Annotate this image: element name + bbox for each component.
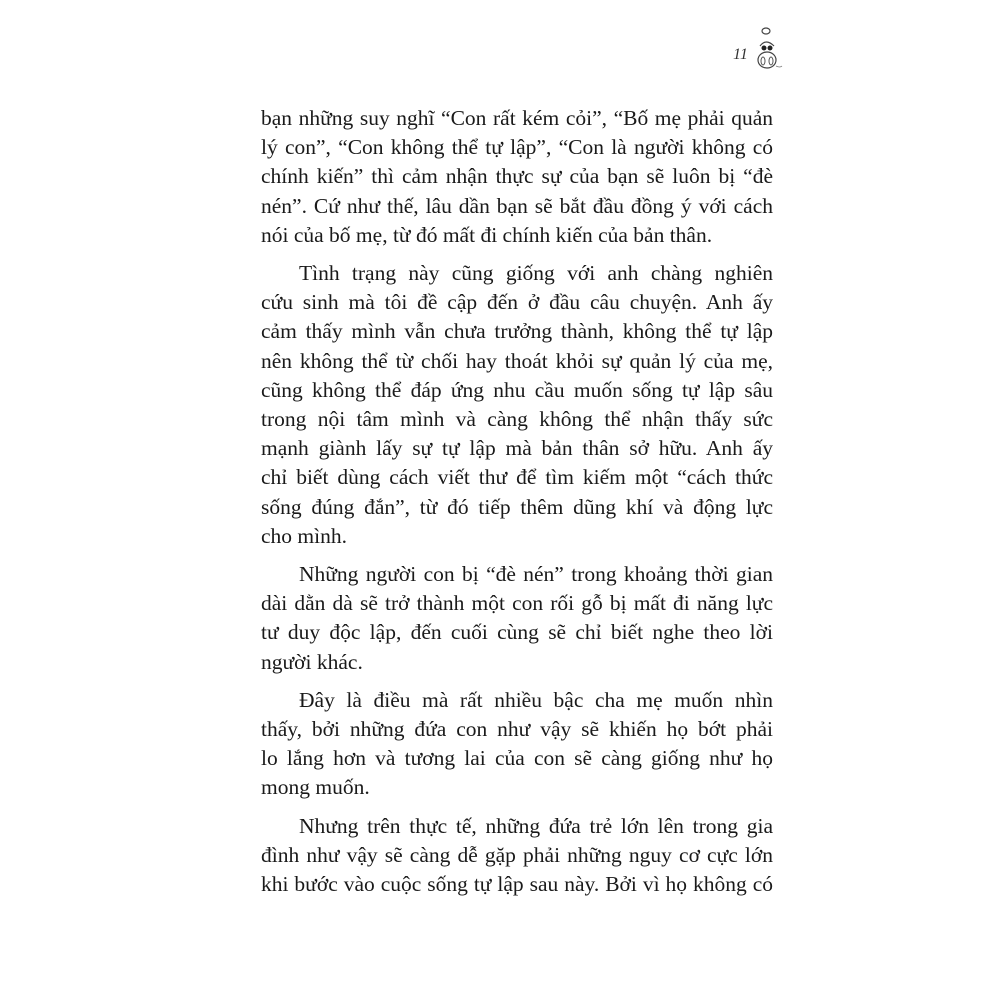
text-line: trong nội tâm mình và càng không thể nhận thấy sức <box>261 407 773 432</box>
cartoon-character-icon <box>748 26 788 74</box>
text-line: thấy, bởi những đứa con như vậy sẽ khiến họ bớt phải <box>261 717 773 742</box>
text-line: người khác. <box>261 649 363 674</box>
text-line: tư duy độc lập, đến cuối cùng sẽ chỉ biết nghe theo lời <box>261 620 773 645</box>
text-line: bạn những suy nghĩ “Con rất kém cỏi”, “Bố mẹ phải quản <box>261 106 773 130</box>
text-line: cũng không thể đáp ứng nhu cầu muốn sống tự lập sâu <box>261 377 773 402</box>
paragraph <box>261 686 773 803</box>
text-line: lo lắng hơn và tương lai của con sẽ càng giống như họ <box>261 746 773 771</box>
text-line: nên không thể từ chối hay thoát khỏi sự quản lý của mẹ, <box>261 348 773 373</box>
text-line: dài dằn dà sẽ trở thành một con rối gỗ bị mất đi năng lực <box>261 591 773 616</box>
paragraph <box>261 812 773 900</box>
text-line: mạnh giành lấy sự tự lập mà bản thân sở hữu. Anh ấy <box>261 436 773 461</box>
text-line: cảm thấy mình vẫn chưa trưởng thành, không thể tự lập <box>261 319 773 344</box>
text-line: chỉ biết dùng cách viết thư để tìm kiếm một “cách thức <box>261 465 773 490</box>
text-line: nói của bố mẹ, từ đó mất đi chính kiến của bản thân. <box>261 222 713 247</box>
paragraph <box>261 259 773 551</box>
text-line: nén”. Cứ như thế, lâu dần bạn sẽ bắt đầu đồng ý với cách <box>261 193 773 218</box>
text-line: cho mình. <box>261 523 347 548</box>
paragraph <box>261 104 773 250</box>
page-number: 11 <box>733 46 748 63</box>
text-line: đình như vậy sẽ càng dễ gặp phải những nguy cơ cực lớn <box>261 842 773 867</box>
text-line: Những người con bị “đè nén” trong khoảng thời gian <box>299 562 773 587</box>
text-line: Đây là điều mà rất nhiều bậc cha mẹ muốn nhìn <box>299 687 773 712</box>
text-line: Tình trạng này cũng giống với anh chàng nghiên <box>299 261 773 286</box>
text-line: cứu sinh mà tôi đề cập đến ở đầu câu chuyện. Anh ấy <box>261 290 773 315</box>
text-line: khi bước vào cuộc sống tự lập sau này. Bởi vì họ không có <box>261 872 773 897</box>
body-text <box>261 104 773 908</box>
text-line: Nhưng trên thực tế, những đứa trẻ lớn lên trong gia <box>299 813 773 838</box>
text-line: mong muốn. <box>261 775 370 800</box>
text-line: sống đúng đắn”, từ đó tiếp thêm dũng khí và động lực <box>261 494 773 519</box>
text-line: lý con”, “Con không thể tự lập”, “Con là người không có <box>261 135 773 160</box>
text-line: chính kiến” thì cảm nhận thực sự của bạn sẽ luôn bị “đè <box>261 164 773 189</box>
paragraph <box>261 560 773 677</box>
